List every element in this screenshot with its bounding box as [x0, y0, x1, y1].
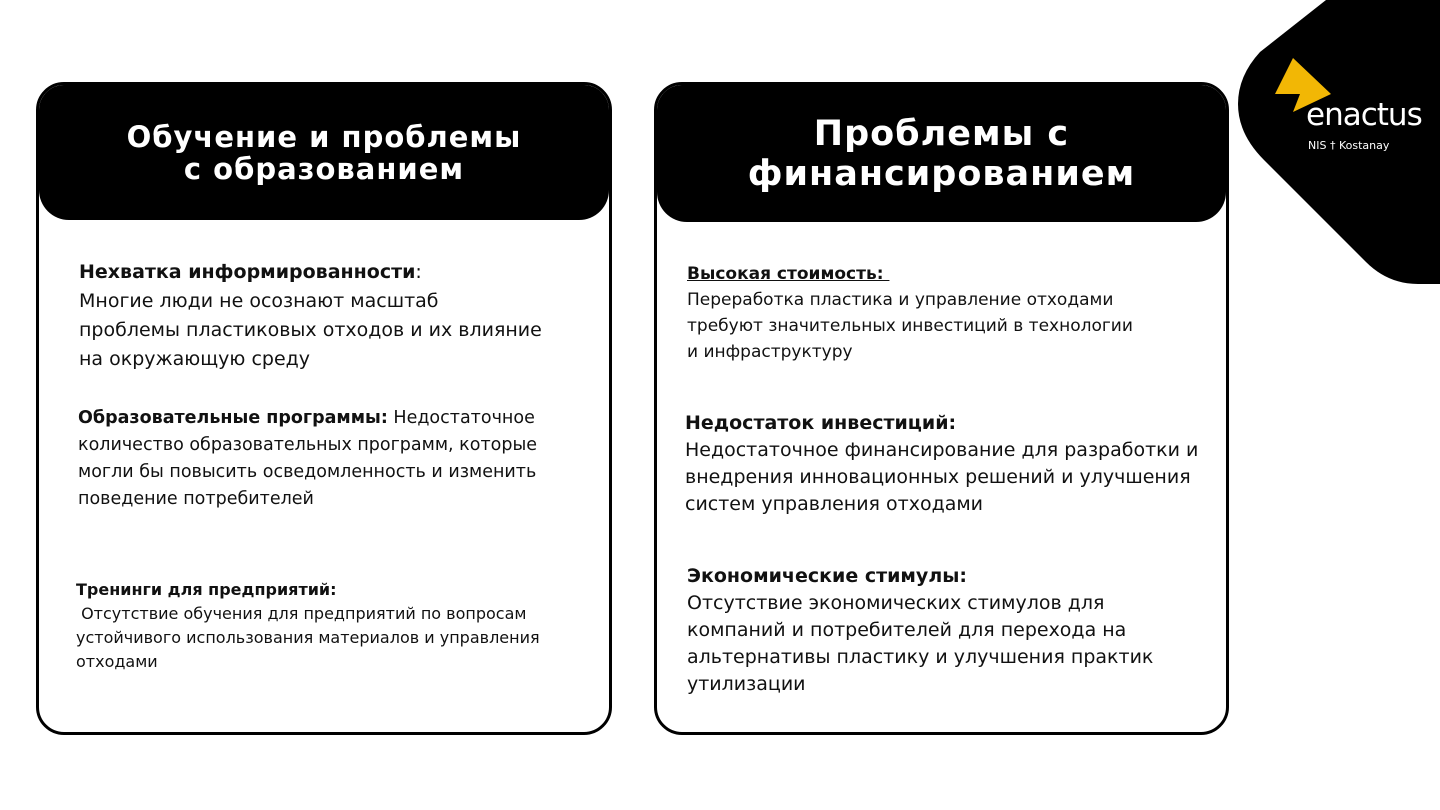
- logo-subtitle-right: Kostanay: [1338, 139, 1390, 152]
- item-line: внедрения инновационных решений и улучшения: [685, 466, 1191, 488]
- list-item: [687, 261, 1133, 365]
- item-heading: Высокая стоимость:: [687, 264, 890, 284]
- item-line: количество образовательных программ, которые: [78, 435, 538, 455]
- list-item: [79, 258, 542, 374]
- item-line: Недостаточное финансирование для разработки и: [685, 439, 1199, 461]
- item-heading: Недостаток инвестиций:: [685, 412, 957, 434]
- list-item: [687, 563, 1153, 698]
- item-heading: Нехватка информированности: [79, 261, 416, 283]
- list-item: [78, 405, 537, 513]
- item-line: Многие люди не осознают масштаб: [79, 290, 439, 312]
- item-line: проблемы пластиковых отходов и их влияние: [79, 319, 542, 341]
- card-title: [748, 114, 1135, 194]
- logo-subtitle: [1308, 139, 1389, 152]
- item-line: альтернативы пластику и улучшения практик: [687, 646, 1154, 668]
- item-line: и инфраструктуру: [687, 342, 853, 362]
- sprout-icon: †: [1329, 139, 1336, 152]
- item-line: Отсутствие обучения для предприятий по вопросам: [76, 604, 527, 623]
- item-line: утилизации: [687, 673, 806, 695]
- list-item: [685, 410, 1198, 518]
- item-line: устойчивого использования материалов и управления: [76, 628, 540, 647]
- item-line: могли бы повысить осведомленность и изменить: [78, 462, 537, 482]
- item-line: требуют значительных инвестиций в технологии: [687, 316, 1133, 336]
- item-line: Переработка пластика и управление отходами: [687, 290, 1114, 310]
- funding-problems-card: [654, 82, 1229, 735]
- card-title-line: финансированием: [747, 153, 1136, 194]
- item-line: отходами: [76, 652, 158, 671]
- card-title-line: Проблемы с: [813, 113, 1070, 154]
- card-header: [39, 85, 609, 220]
- item-heading: Образовательные программы:: [78, 408, 388, 428]
- card-header: [657, 85, 1226, 222]
- card-title-line: с образованием: [183, 151, 465, 186]
- logo-subtitle-left: NIS: [1308, 139, 1327, 152]
- item-text: Недостаточное: [387, 408, 535, 428]
- item-first-line: [79, 258, 542, 287]
- card-title-line: Обучение и проблемы: [126, 119, 522, 154]
- education-problems-card: [36, 82, 612, 735]
- item-line: на окружающую среду: [79, 348, 311, 370]
- item-line: систем управления отходами: [685, 493, 984, 515]
- item-separator: :: [415, 261, 422, 283]
- logo-wordmark: enactus: [1306, 97, 1422, 133]
- item-heading: Экономические стимулы:: [687, 565, 968, 587]
- item-first-line: [78, 405, 537, 432]
- item-heading: Тренинги для предприятий:: [76, 580, 337, 599]
- item-line: Отсутствие экономических стимулов для: [687, 592, 1105, 614]
- card-title: [127, 121, 522, 185]
- item-line: поведение потребителей: [78, 489, 314, 509]
- list-item: [76, 578, 540, 674]
- item-line: компаний и потребителей для перехода на: [687, 619, 1127, 641]
